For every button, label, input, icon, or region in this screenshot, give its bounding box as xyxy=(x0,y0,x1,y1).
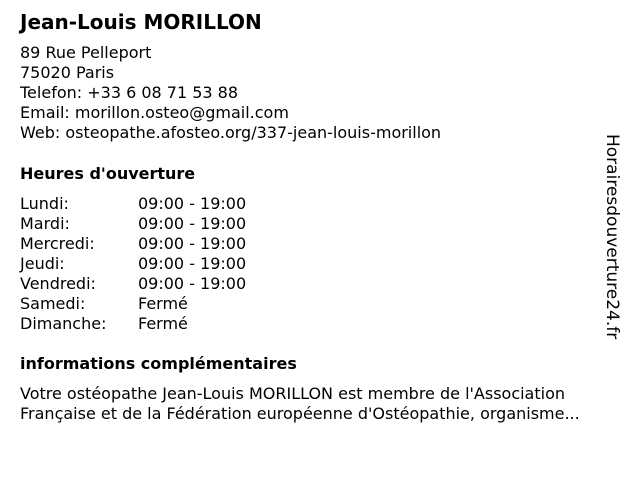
hours-value: 09:00 - 19:00 xyxy=(138,234,247,253)
day-label: Mardi: xyxy=(20,214,70,233)
email-address: Email: morillon.osteo@gmail.com xyxy=(20,103,289,122)
street-address: 89 Rue Pelleport xyxy=(20,43,152,62)
business-name: Jean-Louis MORILLON xyxy=(20,10,262,34)
day-label: Samedi: xyxy=(20,294,86,313)
day-label: Mercredi: xyxy=(20,234,95,253)
day-label: Dimanche: xyxy=(20,314,107,333)
hours-row-wednesday xyxy=(20,234,320,254)
additional-info-title: informations complémentaires xyxy=(20,354,297,373)
contact-block xyxy=(20,43,441,143)
hours-row-monday xyxy=(20,194,320,214)
hours-value: 09:00 - 19:00 xyxy=(138,254,247,273)
hours-row-saturday xyxy=(20,294,320,314)
hours-row-thursday xyxy=(20,254,320,274)
hours-value: 09:00 - 19:00 xyxy=(138,194,247,213)
day-label: Lundi: xyxy=(20,194,69,213)
hours-row-sunday xyxy=(20,314,320,334)
description-line: Française et de la Fédération européenne d'Ostéopathie, organisme... xyxy=(20,404,580,423)
day-label: Vendredi: xyxy=(20,274,96,293)
hours-value: Fermé xyxy=(138,294,188,313)
hours-row-friday xyxy=(20,274,320,294)
opening-hours-table xyxy=(20,194,320,334)
day-label: Jeudi: xyxy=(20,254,65,273)
city-address: 75020 Paris xyxy=(20,63,115,82)
opening-hours-title: Heures d'ouverture xyxy=(20,164,196,183)
description-line: Votre ostéopathe Jean-Louis MORILLON est membre de l'Association xyxy=(20,384,566,403)
hours-value: Fermé xyxy=(138,314,188,333)
additional-info-text xyxy=(20,384,580,424)
hours-value: 09:00 - 19:00 xyxy=(138,214,247,233)
website-address: Web: osteopathe.afosteo.org/337-jean-louis-morillon xyxy=(20,123,442,142)
brand-label: Horairesdouverture24.fr xyxy=(602,134,622,340)
hours-value: 09:00 - 19:00 xyxy=(138,274,247,293)
phone-number: Telefon: +33 6 08 71 53 88 xyxy=(20,83,239,102)
hours-row-tuesday xyxy=(20,214,320,234)
